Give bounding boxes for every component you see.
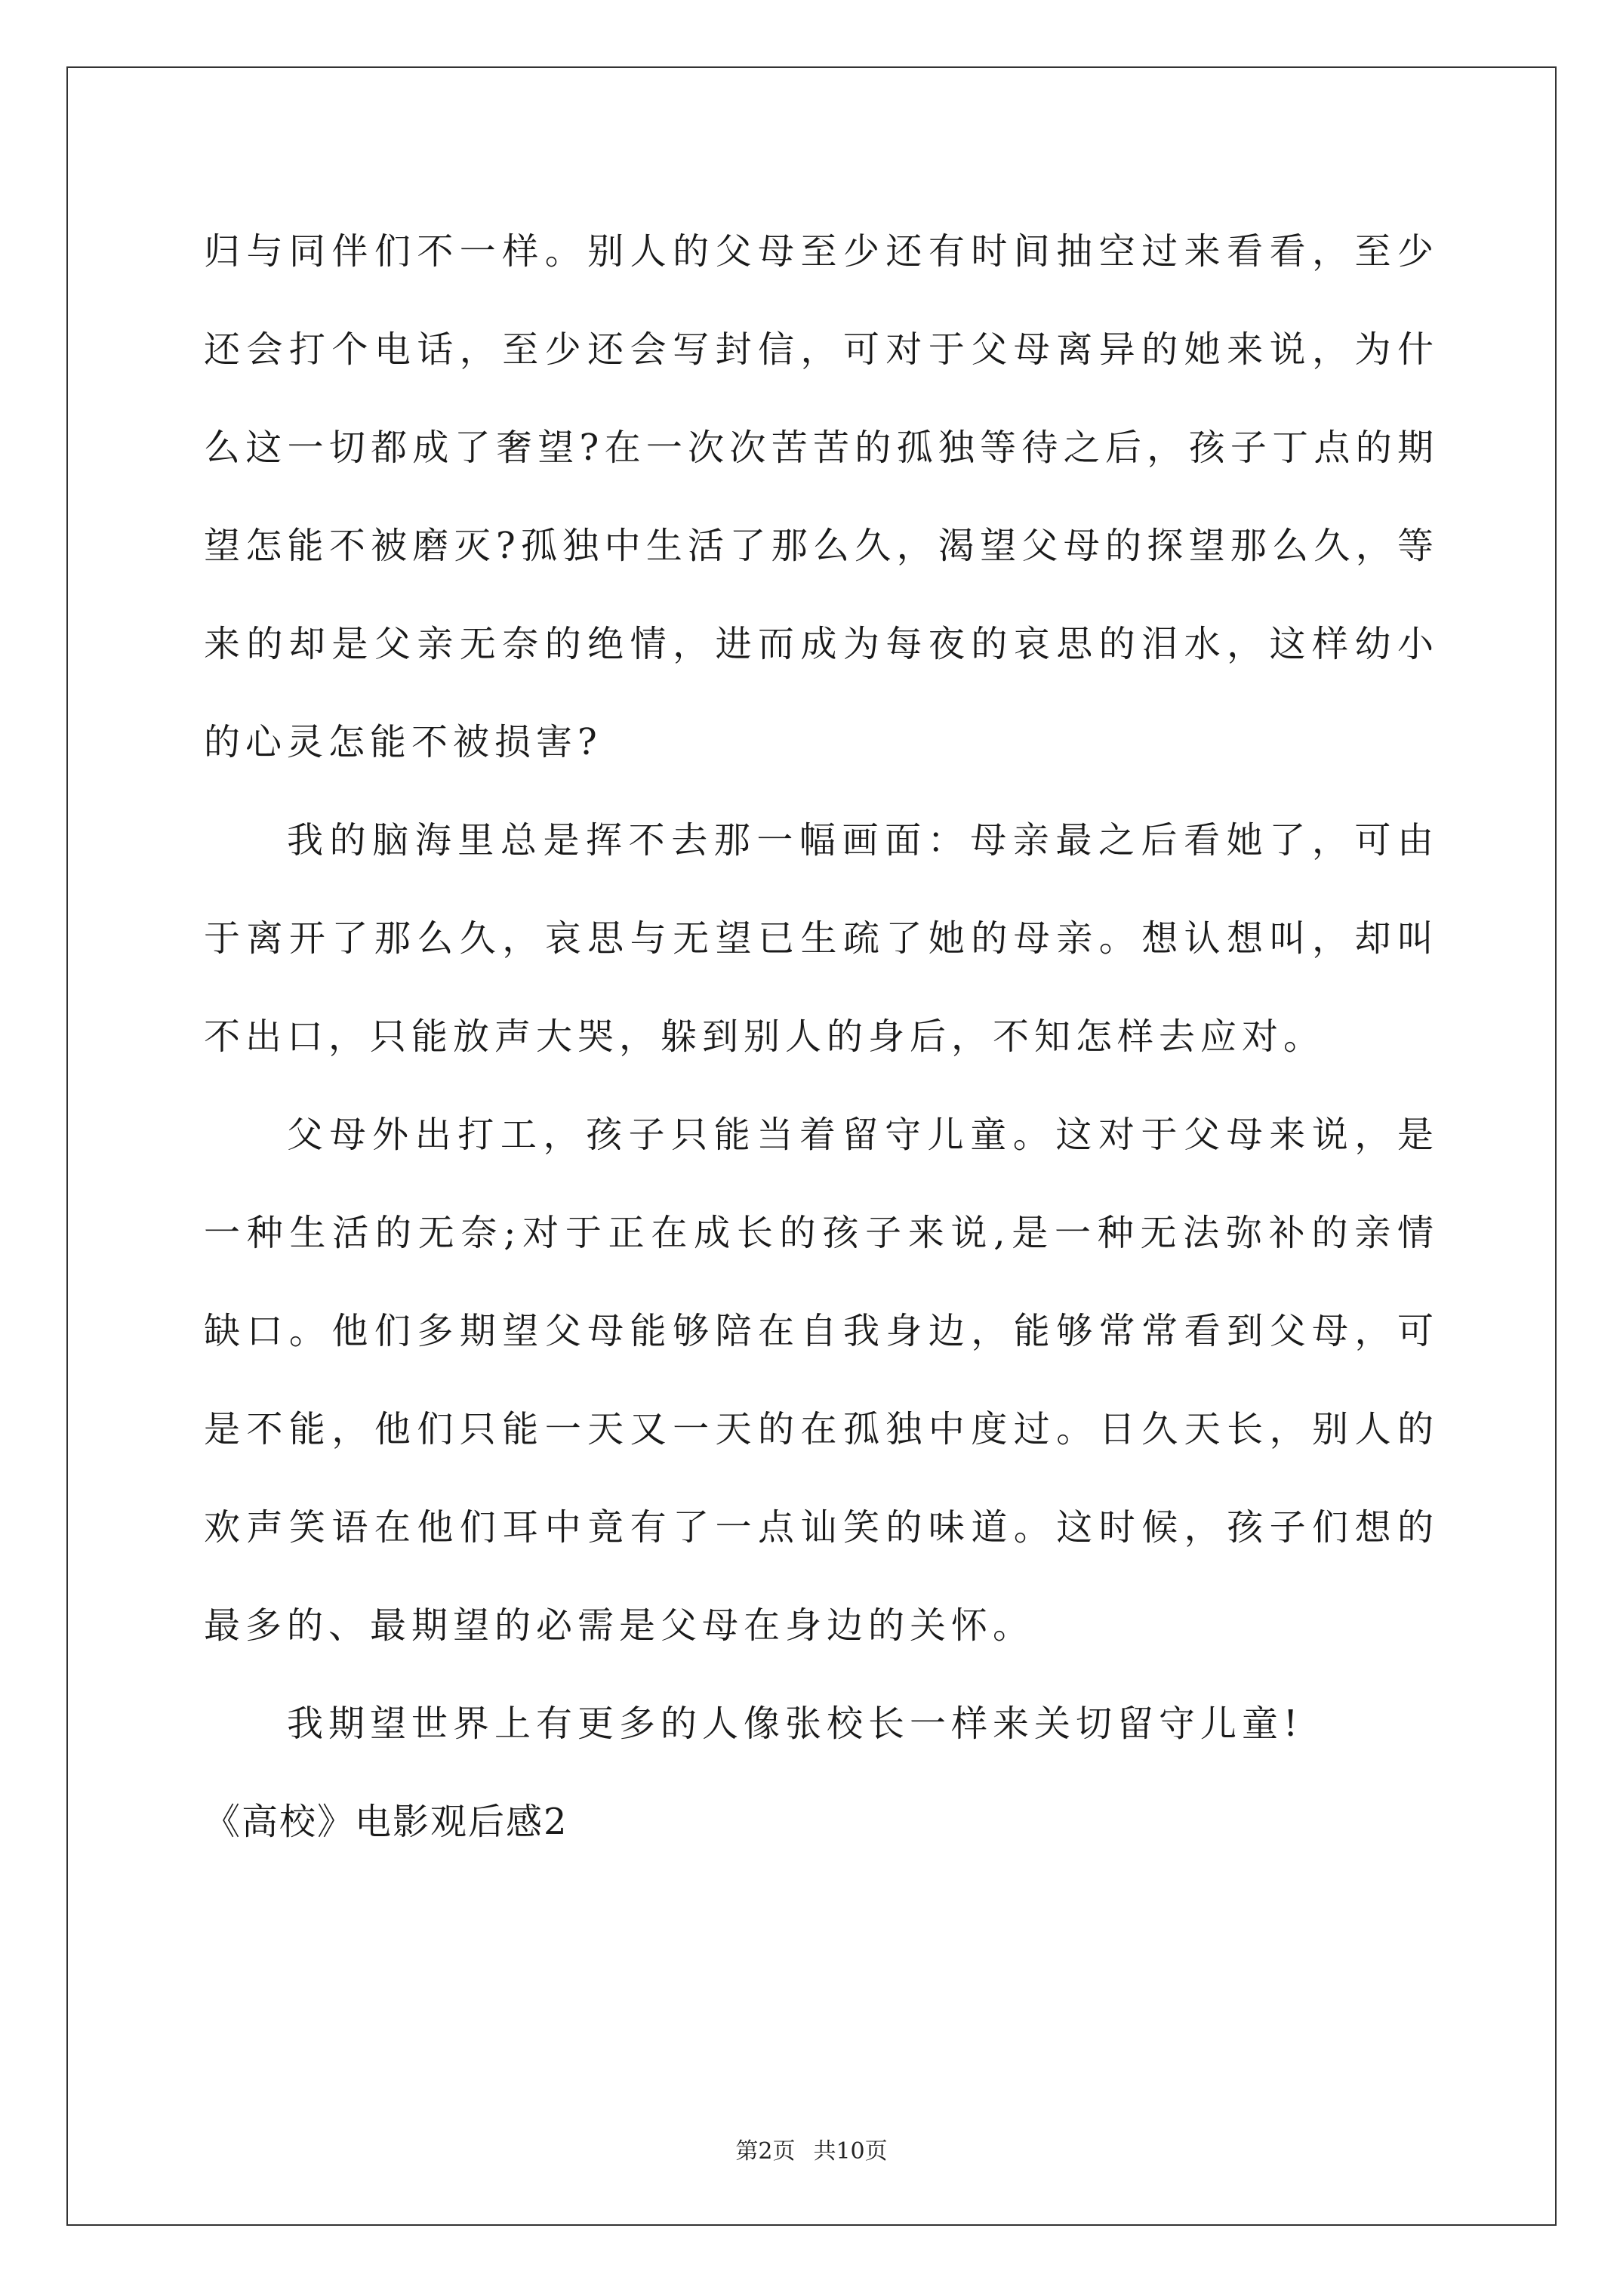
document-body xyxy=(204,202,1439,1871)
page-footer xyxy=(0,2137,1623,2167)
section-heading: 《高校》电影观后感2 xyxy=(204,1801,568,1843)
paragraph-3: 父母外出打工，孩子只能当着留守儿童。这对于父母来说，是一种生活的无奈;对于正在成长的孩子来说,是一种无法弥补的亲情缺口。他们多期望父母能够陪在自我身边，能够常常看到父母，可是不能，他们只能一天又一天的在孤独中度过。日久天长，别人的欢声笑语在他们耳中竟有了一点讪笑的味道。这时候，孩子们想的最多的、最期望的必需是父母在身边的关怀。 xyxy=(204,1114,1439,1647)
paragraph-2: 我的脑海里总是挥不去那一幅画面：母亲最之后看她了，可由于离开了那么久，哀思与无望已生疏了她的母亲。想认想叫，却叫不出口，只能放声大哭，躲到别人的身后，不知怎样去应对。 xyxy=(204,819,1439,1058)
page-total: 共10页 xyxy=(813,2138,888,2165)
paragraph-4: 我期望世界上有更多的人像张校长一样来关切留守儿童! xyxy=(287,1703,1304,1745)
page-number: 第2页 xyxy=(735,2138,796,2165)
paragraph-1: 归与同伴们不一样。别人的父母至少还有时间抽空过来看看，至少还会打个电话，至少还会写封信，可对于父母离异的她来说，为什么这一切都成了奢望?在一次次苦苦的孤独等待之后，孩子丁点的期望怎能不被磨灭?孤独中生活了那么久，渴望父母的探望那么久，等来的却是父亲无奈的绝情，进而成为每夜的哀思的泪水，这样幼小的心灵怎能不被损害? xyxy=(204,230,1439,763)
